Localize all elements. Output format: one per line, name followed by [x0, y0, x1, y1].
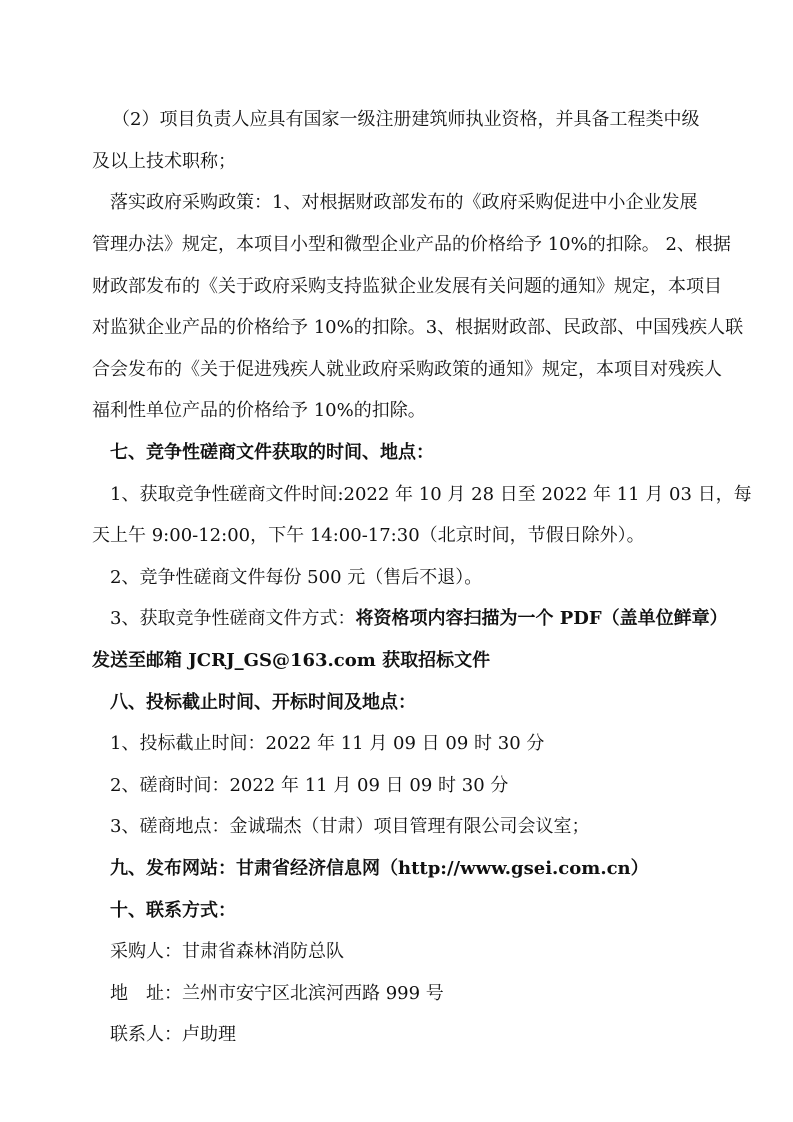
section8-item2: 2、磋商时间：2022 年 11 月 09 日 09 时 30 分	[110, 775, 509, 796]
policy-line-2: 管理办法》规定，本项目小型和微型企业产品的价格给予 10%的扣除。 2、根据	[92, 234, 731, 255]
section7-item3-line2: 发送至邮箱 JCRJ_GS@163.com 获取招标文件	[92, 650, 491, 671]
policy-line-5: 合会发布的《关于促进残疾人就业政府采购政策的通知》规定，本项目对残疾人	[92, 359, 722, 380]
contact-line: 联系人：卢助理	[110, 1024, 236, 1045]
section8-item1: 1、投标截止时间：2022 年 11 月 09 日 09 时 30 分	[110, 733, 545, 754]
policy-line-1: 落实政府采购政策：1、对根据财政部发布的《政府采购促进中小企业发展	[110, 192, 698, 213]
requirement-line-2: 及以上技术职称；	[92, 151, 236, 172]
policy-line-6: 福利性单位产品的价格给予 10%的扣除。	[92, 400, 426, 421]
section7-item3-bold-part: 将资格项内容扫描为一个 PDF（盖单位鲜章）	[355, 608, 728, 629]
section7-item1-line2: 天上午 9:00-12:00，下午 14:00-17:30（北京时间，节假日除外）。	[92, 525, 645, 546]
section7-heading: 七、竞争性磋商文件获取的时间、地点：	[110, 442, 434, 463]
address-line: 地 址：兰州市安宁区北滨河西路 999 号	[110, 983, 444, 1004]
section7-item3-prefix: 3、获取竞争性磋商文件方式：	[110, 608, 356, 629]
section8-heading: 八、投标截止时间、开标时间及地点：	[110, 692, 416, 713]
requirement-line-1: （2）项目负责人应具有国家一级注册建筑师执业资格，并具备工程类中级	[112, 109, 700, 130]
section7-item3-line1	[110, 607, 793, 631]
policy-line-3: 财政部发布的《关于政府采购支持监狱企业发展有关问题的通知》规定，本项目	[92, 276, 722, 297]
section9-heading: 九、发布网站：甘肃省经济信息网（http://www.gsei.com.cn）	[110, 858, 649, 879]
section10-heading: 十、联系方式：	[110, 900, 236, 921]
policy-line-4: 对监狱企业产品的价格给予 10%的扣除。3、根据财政部、民政部、中国残疾人联	[92, 317, 744, 338]
section7-item1-line1: 1、获取竞争性磋商文件时间:2022 年 10 月 28 日至 2022 年 11 月 03 日，每	[110, 484, 752, 505]
section8-item3: 3、磋商地点：金诚瑞杰（甘肃）项目管理有限公司会议室；	[110, 816, 590, 837]
purchaser-line: 采购人：甘肃省森林消防总队	[110, 941, 344, 962]
section7-item2: 2、竞争性磋商文件每份 500 元（售后不退）。	[110, 567, 483, 588]
